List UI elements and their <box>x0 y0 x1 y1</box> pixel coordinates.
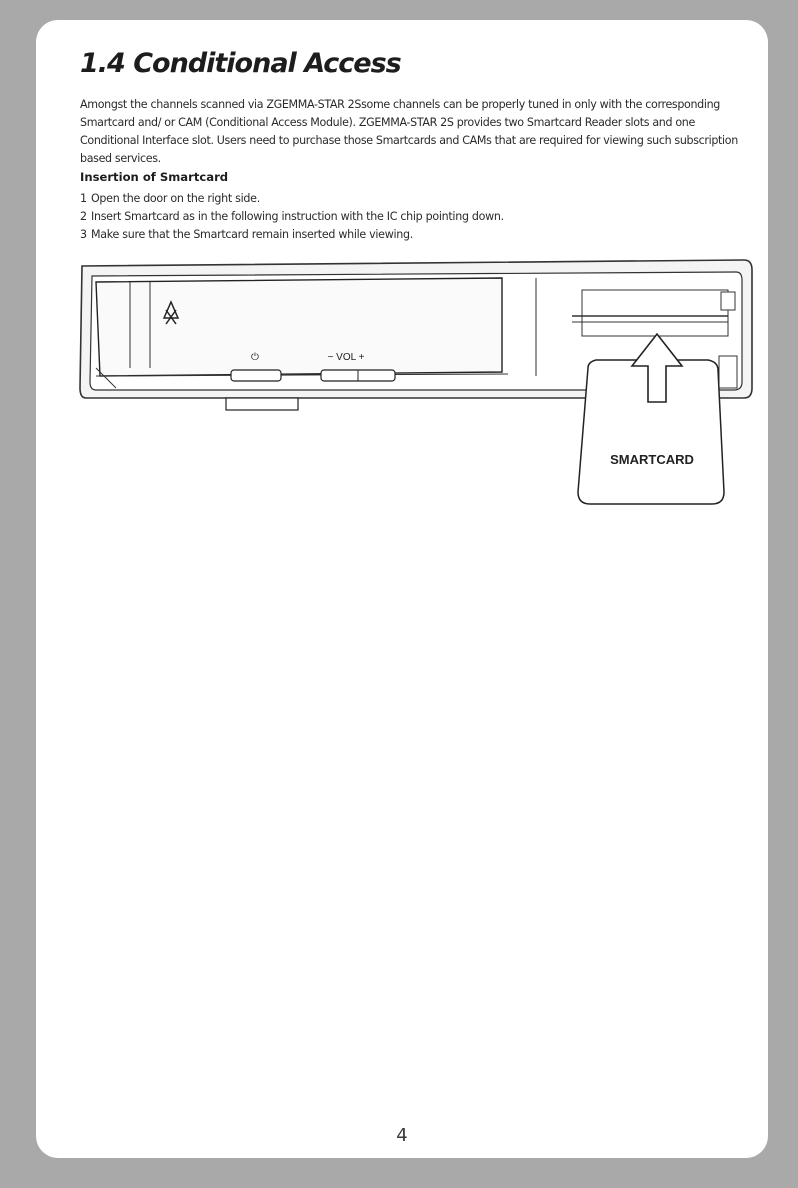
steps-list <box>80 190 504 244</box>
step-text: Make sure that the Smartcard remain inserted while viewing. <box>91 228 413 241</box>
power-icon: ⏻ <box>251 352 259 363</box>
step-item <box>80 226 504 244</box>
side-port <box>719 356 737 388</box>
step-number: 1 <box>80 192 87 205</box>
power-button <box>231 370 281 381</box>
page-number: 4 <box>396 1125 408 1146</box>
section-heading: Insertion of Smartcard <box>80 170 229 184</box>
intro-paragraph: Amongst the channels scanned via ZGEMMA-STAR 2Ssome channels can be properly tuned in only with the corresponding Smartcard and/ or CAM (Conditional Access Module). ZGEMMA-STAR 2S provides two Smartcard Reader slots and one Conditional Interface slot. Users need to purchase those Smartcards and CAMs that are required for viewing such subscription based services. <box>80 98 738 165</box>
card-slot-frame <box>582 290 728 336</box>
step-item <box>80 190 504 208</box>
receiver-foot <box>226 398 298 410</box>
step-text: Insert Smartcard as in the following instruction with the IC chip pointing down. <box>91 210 504 223</box>
usb-port <box>721 292 735 310</box>
manual-page <box>36 20 768 1158</box>
step-number: 2 <box>80 210 87 223</box>
step-number: 3 <box>80 228 87 241</box>
receiver-smartcard-illustration <box>76 256 756 516</box>
step-text: Open the door on the right side. <box>91 192 260 205</box>
vol-label: − VOL + <box>327 352 365 363</box>
step-item <box>80 208 504 226</box>
front-panel <box>96 278 502 376</box>
smartcard-label: SMARTCARD <box>610 452 694 467</box>
page-title: 1.4 Conditional Access <box>80 48 401 79</box>
